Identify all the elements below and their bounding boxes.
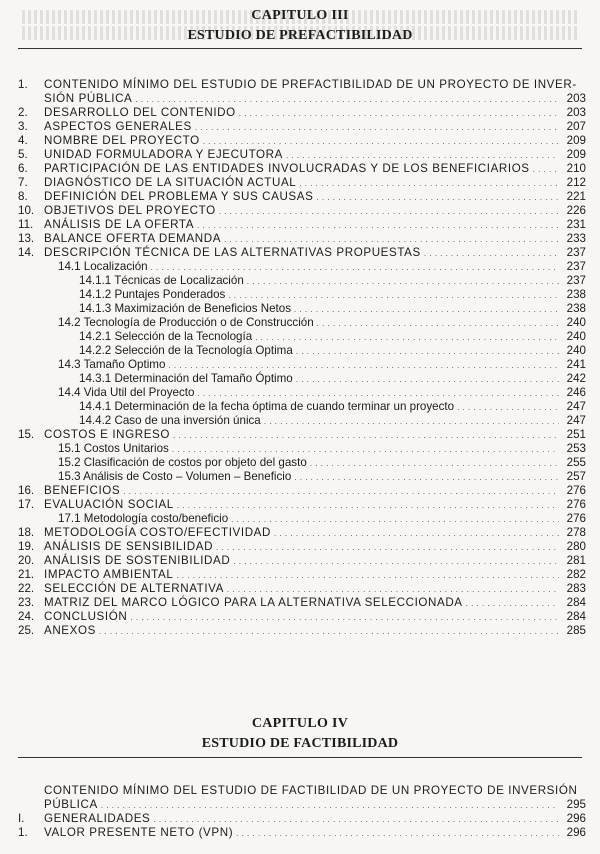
toc-page-number: 240 [566, 330, 586, 343]
toc-page-number: 226 [566, 204, 586, 217]
toc-entry-title: ANÁLISIS DE LA OFERTA [44, 218, 195, 231]
toc-page-number: 203 [566, 92, 586, 105]
toc-page-number: 284 [566, 596, 586, 609]
toc-page-number: 255 [566, 456, 586, 469]
toc-entry-title: BALANCE OFERTA DEMANDA [44, 232, 222, 245]
leader-dots [274, 526, 559, 541]
leader-dots [130, 610, 559, 625]
toc-page-number: 283 [566, 582, 586, 595]
toc-entry-title: DEFINICIÓN DEL PROBLEMA Y SUS CAUSAS [44, 190, 314, 203]
toc-page-number: 237 [566, 274, 586, 287]
toc-entry [18, 414, 586, 428]
toc-entry-number: 6. [18, 162, 28, 175]
leader-dots [296, 344, 559, 359]
toc-entry-title: 14.4 Vida Util del Proyecto [58, 386, 195, 399]
leader-dots [197, 218, 559, 233]
leader-dots [216, 540, 559, 555]
toc-entry-number [18, 784, 44, 798]
toc-page-number: 282 [566, 568, 586, 581]
toc-entry-title: 14.4.2 Caso de una inversión única [79, 414, 261, 427]
toc-page-number: 284 [566, 610, 586, 623]
toc-entry-title: 14.1.2 Puntajes Ponderados [79, 288, 226, 301]
toc-entry [18, 456, 586, 470]
leader-dots [219, 204, 559, 219]
toc-entry-title: PÚBLICA [44, 798, 98, 811]
leader-dots [424, 246, 559, 261]
leader-dots [264, 414, 559, 429]
toc-entry-title: 14.2.1 Selección de la Tecnología [79, 330, 253, 343]
toc-entry-title: 14.1.3 Maximización de Beneficios Netos [79, 302, 292, 315]
leader-dots [224, 232, 559, 247]
toc-page-number: 212 [566, 176, 586, 189]
toc-entry [18, 442, 586, 456]
toc-entry-number: 24. [18, 610, 35, 623]
toc-entry [18, 316, 586, 330]
toc-page-number: 295 [566, 798, 586, 811]
toc-entry-title: 14.1 Localización [58, 260, 148, 273]
toc-entry [18, 428, 586, 442]
toc-entry [18, 134, 586, 148]
toc-entry [18, 246, 586, 260]
toc-entry-number: 5. [18, 148, 28, 161]
leader-dots [227, 582, 559, 597]
toc-entry-number: 20. [18, 554, 35, 567]
toc-entry [18, 260, 586, 274]
toc-entry [18, 330, 586, 344]
toc-entry-number: 25. [18, 624, 35, 637]
toc-entry [18, 106, 586, 120]
leader-dots [177, 498, 559, 513]
toc-entry [18, 204, 586, 218]
toc-entry-number: 4. [18, 134, 28, 147]
toc-entry [18, 302, 586, 316]
toc-entry-first-line [18, 78, 586, 92]
toc-entry-title: METODOLOGÍA COSTO/EFECTIVIDAD [44, 526, 271, 539]
toc-entry-number: 19. [18, 540, 35, 553]
toc-entry-number: I. [18, 812, 25, 825]
leader-dots [173, 428, 559, 443]
toc-entry-number: 10. [18, 204, 35, 217]
toc-page-number: 242 [566, 372, 586, 385]
toc-entry-title: 14.3 Tamaño Optimo [58, 358, 166, 371]
toc-entry-title: GENERALIDADES [44, 812, 151, 825]
toc-entry-title: BENEFICIOS [44, 484, 121, 497]
toc-page-number: 247 [566, 414, 586, 427]
leader-dots [203, 134, 559, 149]
leader-dots [233, 554, 559, 569]
toc-entry-title: CONCLUSIÓN [44, 610, 128, 623]
toc-page-number: 280 [566, 540, 586, 553]
toc-entry [18, 582, 586, 596]
leader-dots [299, 176, 559, 191]
toc-entry [18, 798, 586, 812]
chapter-title: CAPITULO III [251, 8, 349, 23]
leader-dots [466, 596, 559, 611]
toc-entry-title: ANÁLISIS DE SENSIBILIDAD [44, 540, 214, 553]
toc-entry-number: 23. [18, 596, 35, 609]
toc-entry-number: 7. [18, 176, 28, 189]
toc-entry-title: ASPECTOS GENERALES [44, 120, 192, 133]
leader-dots [457, 400, 559, 415]
toc-entry-title: NOMBRE DEL PROYECTO [44, 134, 200, 147]
toc-entry [18, 540, 586, 554]
toc-entry-number: 1. [18, 78, 28, 91]
toc-entry-title: VALOR PRESENTE NETO (VPN) [44, 826, 234, 839]
toc-page-number: 281 [566, 554, 586, 567]
leader-dots [296, 372, 559, 387]
toc-page-number: 257 [566, 470, 586, 483]
toc-entry-number: 18. [18, 526, 35, 539]
leader-dots [197, 386, 559, 401]
toc-entry-number: 22. [18, 582, 35, 595]
toc-entry-title: PARTICIPACIÓN DE LAS ENTIDADES INVOLUCRADAS Y DE LOS BENEFICIARIOS [44, 162, 530, 175]
toc-entry-title: DIAGNÓSTICO DE LA SITUACIÓN ACTUAL [44, 176, 297, 189]
toc-entry-title: SIÓN PÚBLICA [44, 92, 133, 105]
toc-entry-first-line [18, 784, 586, 798]
toc-entry-title: IMPACTO AMBIENTAL [44, 568, 174, 581]
toc-entry [18, 498, 586, 512]
toc-entry-title: OBJETIVOS DEL PROYECTO [44, 204, 216, 217]
leader-dots [255, 330, 559, 345]
toc-entry-title: ANÁLISIS DE SOSTENIBILIDAD [44, 554, 231, 567]
toc-page-number: 253 [566, 442, 586, 455]
toc-entry-title: DESARROLLO DEL CONTENIDO [44, 106, 236, 119]
leader-dots [176, 568, 559, 583]
leader-dots [172, 442, 559, 457]
leader-dots [99, 624, 559, 639]
toc-entry-number: 8. [18, 190, 28, 203]
toc-page-number: 221 [566, 190, 586, 203]
toc-page-number: 296 [566, 812, 586, 825]
toc-entry-title: 14.1.1 Técnicas de Localización [79, 274, 244, 287]
toc-page-number: 240 [566, 316, 586, 329]
toc-entry [18, 232, 586, 246]
toc-entry [18, 218, 586, 232]
toc-entry-title: CONTENIDO MÍNIMO DEL ESTUDIO DE PREFACTIBILIDAD DE UN PROYECTO DE INVER- [44, 78, 577, 91]
toc-entry-title: 15.3 Análisis de Costo – Volumen – Beneficio [58, 470, 292, 483]
toc-page-number: 233 [566, 232, 586, 245]
leader-dots [228, 288, 559, 303]
toc-entry [18, 190, 586, 204]
toc-entry [18, 92, 586, 106]
toc-entry-title: 14.2.2 Selección de la Tecnología Optima [79, 344, 293, 357]
toc-page-number: 237 [566, 260, 586, 273]
toc-page-number: 231 [566, 218, 586, 231]
toc-entry-number: 3. [18, 120, 28, 133]
table-of-contents-ch4 [18, 784, 586, 840]
chapter-3-heading [0, 8, 600, 44]
toc-entry-number: 11. [18, 218, 34, 231]
toc-entry [18, 596, 586, 610]
toc-page-number: 246 [566, 386, 586, 399]
toc-entry-number: 15. [18, 428, 35, 441]
chapter-subtitle: ESTUDIO DE PREFACTIBILIDAD [187, 28, 413, 43]
leader-dots [153, 812, 559, 827]
leader-dots [101, 798, 559, 813]
toc-entry-number: 17. [18, 498, 35, 511]
toc-entry-title: ANEXOS [44, 624, 96, 637]
leader-dots [533, 162, 559, 177]
leader-dots [231, 512, 559, 527]
toc-entry-title: DESCRIPCIÓN TÉCNICA DE LAS ALTERNATIVAS PROPUESTAS [44, 246, 421, 259]
toc-entry [18, 610, 586, 624]
toc-entry [18, 288, 586, 302]
toc-entry-title: EVALUACIÓN SOCIAL [44, 498, 174, 511]
leader-dots [317, 316, 559, 331]
chapter-4-heading [0, 716, 600, 752]
toc-entry [18, 554, 586, 568]
toc-entry [18, 526, 586, 540]
toc-entry [18, 162, 586, 176]
leader-dots [310, 456, 559, 471]
toc-entry [18, 176, 586, 190]
toc-entry-title: 14.4.1 Determinación de la fecha óptima de cuando terminar un proyecto [79, 400, 455, 413]
toc-entry [18, 812, 586, 826]
toc-entry-title: CONTENIDO MÍNIMO DEL ESTUDIO DE FACTIBILIDAD DE UN PROYECTO DE INVERSIÓN [44, 784, 578, 797]
toc-page-number: 285 [566, 624, 586, 637]
toc-entry [18, 344, 586, 358]
toc-page-number: 276 [566, 498, 586, 511]
toc-entry-number: 1. [18, 826, 28, 839]
leader-dots [195, 120, 559, 135]
leader-dots [123, 484, 559, 499]
toc-entry [18, 470, 586, 484]
leader-dots [294, 470, 559, 485]
toc-entry-title: 14.3.1 Determinación del Tamaño Óptimo [79, 372, 293, 385]
toc-entry [18, 386, 586, 400]
toc-entry-title: 14.2 Tecnología de Producción o de Construcción [58, 316, 314, 329]
toc-page-number: 247 [566, 400, 586, 413]
chapter-title: CAPITULO IV [251, 716, 349, 731]
toc-entry-number: 2. [18, 106, 28, 119]
toc-entry [18, 826, 586, 840]
toc-page-number: 251 [566, 428, 586, 441]
toc-page-number: 238 [566, 288, 586, 301]
toc-entry [18, 274, 586, 288]
toc-entry-title: 15.1 Costos Unitarios [58, 442, 169, 455]
toc-entry [18, 358, 586, 372]
toc-page-number: 296 [566, 826, 586, 839]
toc-page-number: 209 [566, 134, 586, 147]
toc-page-number: 207 [566, 120, 586, 133]
toc-page-number: 278 [566, 526, 586, 539]
toc-entry [18, 512, 586, 526]
leader-dots [236, 826, 559, 841]
toc-page-number: 276 [566, 484, 586, 497]
toc-entry-number: 13. [18, 232, 35, 245]
leader-dots [151, 260, 559, 275]
chapter-subtitle: ESTUDIO DE FACTIBILIDAD [201, 736, 399, 751]
toc-entry-title: SELECCIÓN DE ALTERNATIVA [44, 582, 224, 595]
toc-page-number: 237 [566, 246, 586, 259]
leader-dots [168, 358, 559, 373]
leader-dots [316, 190, 559, 205]
toc-entry-title: 17.1 Metodología costo/beneficio [58, 512, 229, 525]
toc-entry [18, 148, 586, 162]
divider [18, 757, 582, 758]
toc-page-number: 241 [566, 358, 586, 371]
leader-dots [286, 148, 559, 163]
toc-entry [18, 372, 586, 386]
leader-dots [239, 106, 559, 121]
toc-entry-title: MATRIZ DEL MARCO LÓGICO PARA LA ALTERNATIVA SELECCIONADA [44, 596, 463, 609]
toc-entry [18, 484, 586, 498]
divider [18, 48, 582, 49]
toc-entry [18, 120, 586, 134]
toc-entry [18, 400, 586, 414]
leader-dots [135, 92, 559, 107]
toc-page-number: 238 [566, 302, 586, 315]
toc-page-number: 203 [566, 106, 586, 119]
toc-entry [18, 624, 586, 638]
toc-entry [18, 568, 586, 582]
toc-entry-title: 15.2 Clasificación de costos por objeto del gasto [58, 456, 307, 469]
toc-entry-number: 14. [18, 246, 35, 259]
toc-page-number: 276 [566, 512, 586, 525]
leader-dots [247, 274, 559, 289]
toc-entry-number: 16. [18, 484, 35, 497]
table-of-contents-ch3 [18, 78, 586, 638]
toc-entry-title: COSTOS E INGRESO [44, 428, 170, 441]
toc-page-number: 209 [566, 148, 586, 161]
toc-entry-title: UNIDAD FORMULADORA Y EJECUTORA [44, 148, 283, 161]
toc-page-number: 210 [566, 162, 586, 175]
leader-dots [294, 302, 559, 317]
toc-page-number: 240 [566, 344, 586, 357]
toc-entry-number: 21. [18, 568, 35, 581]
